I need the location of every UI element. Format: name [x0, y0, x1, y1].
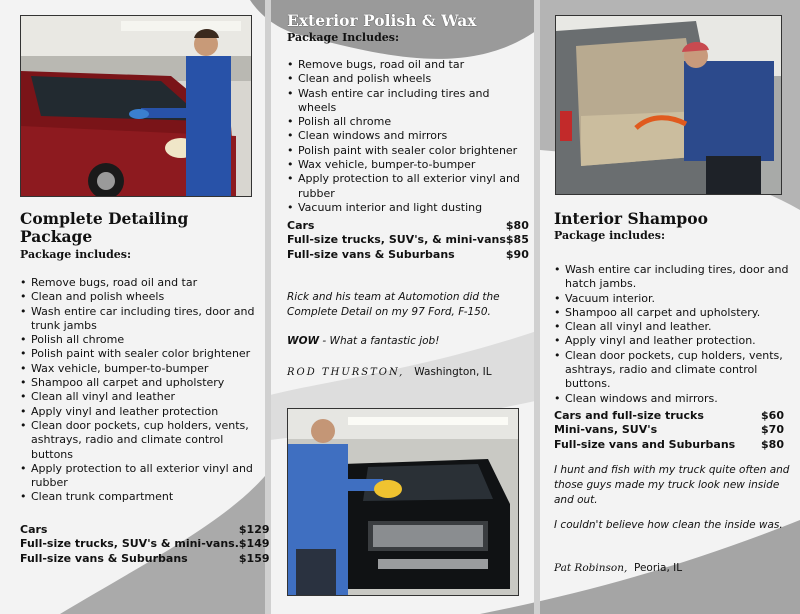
- detailer-wiping-red-car-photo: [20, 15, 252, 197]
- package-title: Interior Shampoo: [554, 209, 708, 228]
- testimonial-quote: I hunt and fish with my truck quite often and those guys made my truck look new inside and out.: [554, 464, 790, 506]
- list-item: • Wax vehicle, bumper-to-bumper: [20, 362, 258, 376]
- list-item: • Wash entire car including tires, door and hatch jambs.: [554, 263, 790, 292]
- list-item: • Shampoo all carpet and upholstery: [20, 376, 258, 390]
- list-item: • Remove bugs, road oil and tar: [20, 276, 258, 290]
- price-value: $70: [761, 423, 784, 437]
- list-item: • Remove bugs, road oil and tar: [287, 58, 527, 72]
- list-item: • Polish all chrome: [20, 333, 258, 347]
- price-row: [20, 551, 270, 566]
- price-row: [20, 537, 270, 552]
- price-row: [287, 233, 529, 248]
- price-label: Full-size vans and Suburbans: [554, 437, 736, 451]
- package-subtitle: Package includes:: [20, 248, 132, 261]
- feature-list: [554, 263, 790, 406]
- list-item: • Wash entire car including tires and wheels: [287, 87, 527, 116]
- package-subtitle: Package Includes:: [287, 31, 400, 44]
- price-row: [20, 522, 270, 537]
- list-item: • Apply vinyl and leather protection.: [554, 334, 790, 348]
- list-item: • Polish all chrome: [287, 115, 527, 129]
- price-label: Full-size trucks, SUV's & mini-vans.: [20, 537, 239, 551]
- list-item: • Clean trunk compartment: [20, 490, 258, 504]
- list-item: • Vacuum interior.: [554, 292, 790, 306]
- price-label: Full-size trucks, SUV's, & mini-vans: [287, 233, 506, 247]
- price-table: [287, 218, 529, 262]
- list-item: • Clean and polish wheels: [287, 72, 527, 86]
- list-item: • Apply protection to all exterior vinyl and rubber: [20, 462, 258, 491]
- detailer-vacuuming-suv-cargo-photo: [555, 15, 782, 195]
- price-label: Cars: [20, 522, 48, 536]
- price-row: [554, 408, 784, 423]
- price-value: $159: [238, 551, 270, 565]
- list-item: • Polish paint with sealer color brightener: [20, 347, 258, 361]
- package-title: Exterior Polish & Wax: [287, 11, 477, 30]
- list-item: • Shampoo all carpet and upholstery.: [554, 306, 790, 320]
- list-item: • Vacuum interior and light dusting: [287, 201, 527, 215]
- price-value: $149: [238, 537, 270, 551]
- testimonial-wow: WOW: [287, 335, 320, 347]
- price-label: Cars: [287, 218, 315, 232]
- list-item: • Clean door pockets, cup holders, vents, ashtrays, radio and climate control buttons: [20, 419, 258, 462]
- price-value: $80: [505, 218, 529, 232]
- package-title: Complete Detailing Package: [20, 209, 189, 246]
- testimonial-quote: Rick and his team at Automotion did the Complete Detail on my 97 Ford, F-150.: [287, 291, 500, 318]
- price-row: [554, 437, 784, 452]
- panel-interior-shampoo: [540, 0, 800, 614]
- signature-name: ROD THURSTON,: [287, 367, 405, 378]
- panel-complete-detailing: [0, 0, 270, 614]
- testimonial-exclaim-text: - What a fantastic job!: [319, 335, 440, 347]
- price-row: [554, 423, 784, 438]
- testimonial-signature: [554, 562, 790, 575]
- testimonial-signature: [287, 366, 527, 379]
- detailer-polishing-black-truck-photo: [287, 408, 519, 596]
- price-value: $80: [761, 437, 784, 451]
- list-item: • Wax vehicle, bumper-to-bumper: [287, 158, 527, 172]
- list-item: • Clean door pockets, cup holders, vents, ashtrays, radio and climate control buttons.: [554, 349, 790, 392]
- list-item: • Apply vinyl and leather protection: [20, 405, 258, 419]
- signature-location: Washington, IL: [414, 366, 492, 378]
- price-label: Full-size vans & Suburbans: [20, 551, 188, 565]
- price-row: [287, 218, 529, 233]
- feature-list: [20, 276, 258, 505]
- price-label: Cars and full-size trucks: [554, 408, 704, 422]
- list-item: • Clean windows and mirrors.: [554, 392, 790, 406]
- list-item: • Clean windows and mirrors: [287, 129, 527, 143]
- panel-exterior-polish: [270, 0, 532, 614]
- list-item: • Apply protection to all exterior vinyl and rubber: [287, 172, 527, 201]
- list-item: • Polish paint with sealer color brightener: [287, 144, 527, 158]
- price-label: Mini-vans, SUV's: [554, 423, 658, 437]
- testimonial-exclaim: [287, 334, 527, 349]
- list-item: • Clean all vinyl and leather.: [554, 320, 790, 334]
- price-value: $90: [505, 247, 529, 261]
- list-item: • Clean all vinyl and leather: [20, 390, 258, 404]
- price-value: $60: [761, 408, 784, 422]
- price-table: [554, 408, 784, 452]
- feature-list: [287, 58, 527, 215]
- signature-location: Peoria, IL: [633, 562, 683, 574]
- price-value: $85: [505, 233, 529, 247]
- price-row: [287, 247, 529, 262]
- list-item: • Wash entire car including tires, door and trunk jambs: [20, 305, 258, 334]
- package-subtitle: Package includes:: [554, 229, 666, 242]
- signature-name: Pat Robinson,: [554, 562, 628, 574]
- price-label: Full-size vans & Suburbans: [287, 247, 455, 261]
- price-table: [20, 522, 270, 566]
- list-item: • Clean and polish wheels: [20, 290, 258, 304]
- price-value: $129: [238, 522, 270, 536]
- testimonial-quote: I couldn't believe how clean the inside was.: [554, 519, 783, 531]
